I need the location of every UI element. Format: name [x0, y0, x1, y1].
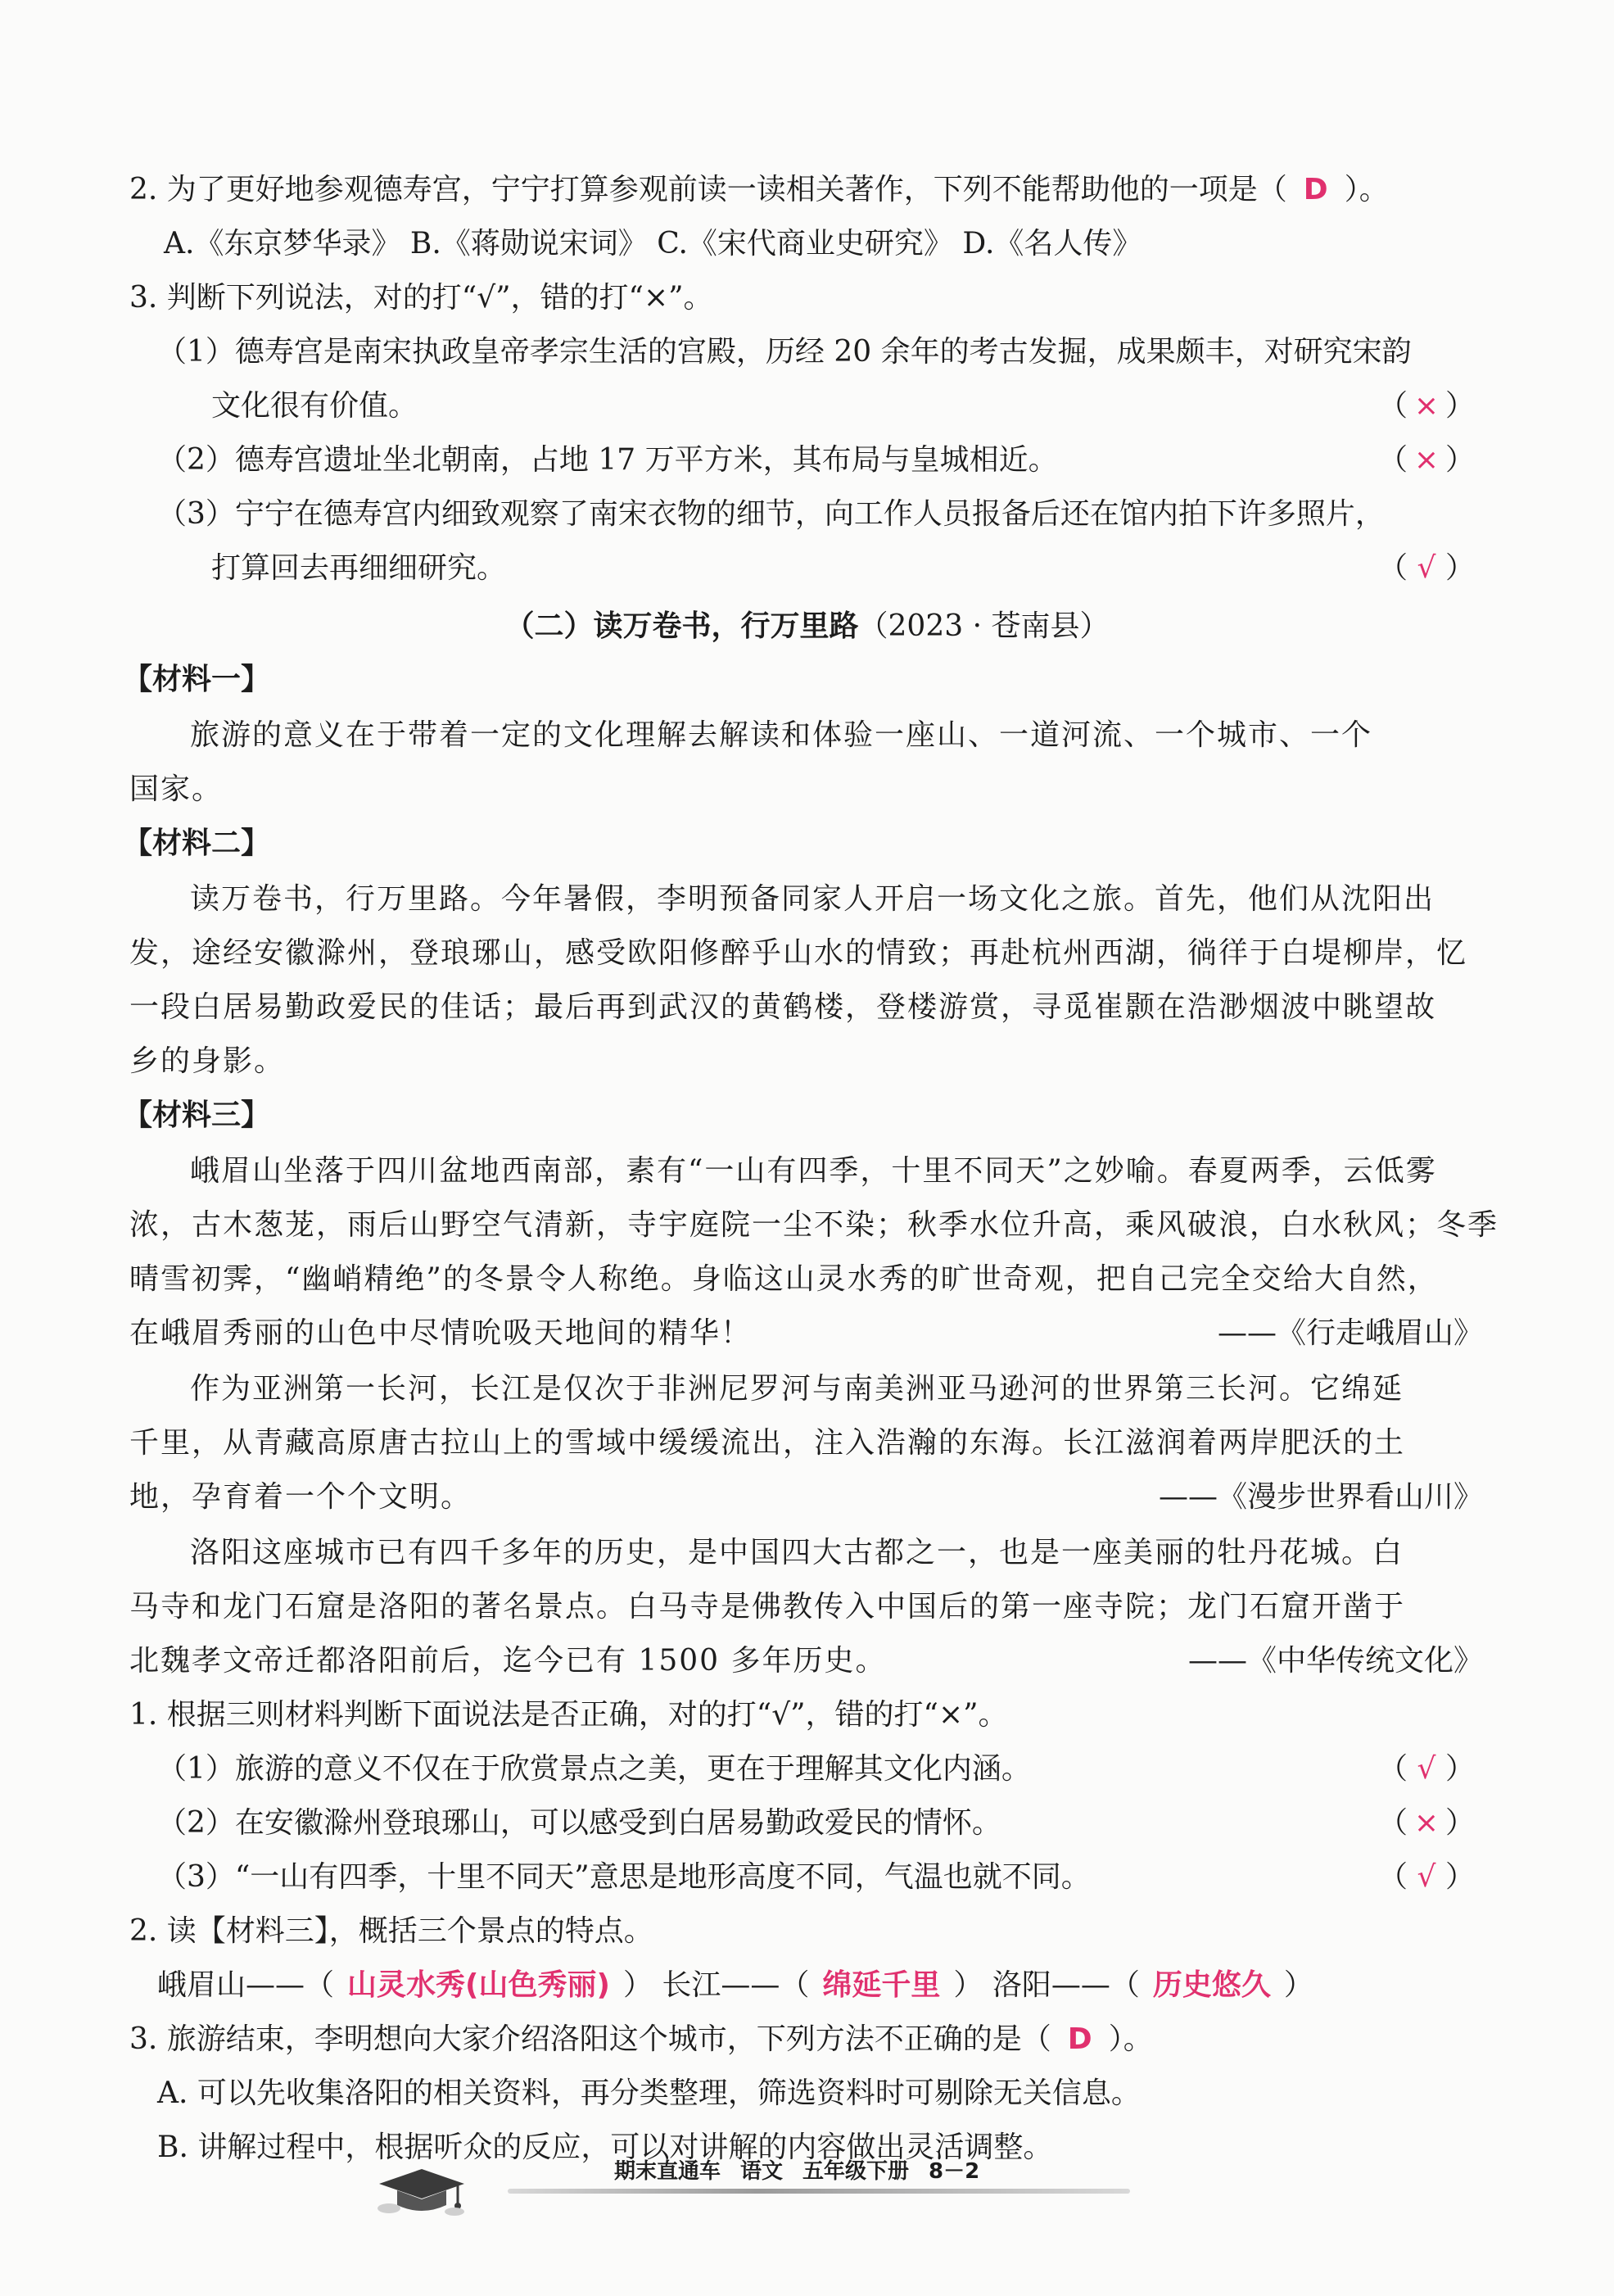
- q3-item3-line1: （3）宁宁在德寿宫内细致观察了南宋衣物的细节，向工作人员报备后还在馆内拍下许多照片，: [157, 497, 1385, 531]
- q2-answer: D: [1303, 173, 1328, 206]
- footer-series: 期末直通车: [614, 2159, 721, 2184]
- material2-line4: 乡的身影。: [129, 1044, 286, 1078]
- footer-subject: 语文: [740, 2159, 784, 2184]
- sq3-option-b: B. 讲解过程中，根据听众的反应，可以对讲解的内容做出灵活调整。: [157, 2131, 1053, 2164]
- footer: [614, 2157, 999, 2186]
- material1-line2: 国家。: [129, 772, 224, 806]
- sq2-close: ）: [1283, 1968, 1313, 2002]
- sq3-answer: D: [1067, 2022, 1092, 2056]
- q2-options: A.《东京梦华录》 B.《蒋勋说宋词》 C.《宋代商业史研究》 D.《名人传》: [164, 227, 1142, 260]
- sq2-answer1: 山灵水秀(山色秀丽): [347, 1968, 610, 2002]
- sq1-item3-mark: （ √ ）: [1378, 1858, 1475, 1897]
- material3-p1-source: ——《行走峨眉山》: [1217, 1316, 1483, 1350]
- sq2-place3: ） 洛阳——（: [953, 1968, 1140, 2002]
- material3-p1-line2: 浓，古木葱茏，雨后山野空气清新，寺宇庭院一尘不染；秋季水位升高，乘风破浪，白水秋风；冬季: [129, 1208, 1499, 1242]
- sq3-stem-text: 3. 旅游结束，李明想向大家介绍洛阳这个城市，下列方法不正确的是（: [129, 2022, 1051, 2056]
- q3-stem: 3. 判断下列说法，对的打“√”，错的打“×”。: [129, 281, 713, 315]
- section2-location: （2023 · 苍南县）: [858, 609, 1110, 643]
- sq1-item1: （1）旅游的意义不仅在于欣赏景点之美，更在于理解其文化内涵。: [157, 1752, 1031, 1786]
- q3-item2-mark: （ × ）: [1378, 441, 1475, 480]
- footer-page-number: 8－2: [929, 2159, 980, 2184]
- material3-p3-line1: 洛阳这座城市已有四千多年的历史，是中国四大古都之一，也是一座美丽的牡丹花城。白: [190, 1536, 1404, 1569]
- material3-p3-line3: 北魏孝文帝迁都洛阳前后，迄今已有 1500 多年历史。: [129, 1644, 887, 1678]
- material3-p2-line3: 地，孕育着一个个文明。: [129, 1480, 472, 1514]
- sq1-item1-mark: （ √ ）: [1378, 1750, 1475, 1789]
- sq2-answer3: 历史悠久: [1152, 1968, 1271, 2002]
- material3-p3-line2: 马寺和龙门石窟是洛阳的著名景点。白马寺是佛教传入中国后的第一座寺院；龙门石窟开凿于: [129, 1590, 1406, 1624]
- material2-line1: 读万卷书，行万里路。今年暑假，李明预备同家人开启一场文化之旅。首先，他们从沈阳出: [190, 882, 1435, 916]
- material3-p1-line3: 晴雪初霁，“幽峭精绝”的冬景令人称绝。身临这山灵水秀的旷世奇观，把自己完全交给大自然，: [129, 1262, 1439, 1296]
- sq3-close: ）。: [1108, 2022, 1153, 2056]
- sq1-item1-answer: √: [1417, 1752, 1436, 1786]
- sq1-stem: 1. 根据三则材料判断下面说法是否正确，对的打“√”，错的打“×”。: [129, 1698, 1008, 1732]
- q3-item3-mark: （ √ ）: [1378, 549, 1475, 588]
- sq3-option-a: A. 可以先收集洛阳的相关资料，再分类整理，筛选资料时可剔除无关信息。: [157, 2076, 1141, 2110]
- q3-item1-answer: ×: [1413, 389, 1440, 423]
- q3-item2-answer: ×: [1413, 443, 1440, 477]
- q3-item1-line2: 文化很有价值。: [211, 389, 418, 423]
- q2-stem: [129, 170, 1389, 210]
- sq2-place2: ） 长江——（: [622, 1968, 810, 2002]
- material1-label: 【材料一】: [123, 663, 271, 696]
- sq2-answer2: 绵延千里: [822, 1968, 941, 2002]
- material3-p1-line1: 峨眉山坐落于四川盆地西南部，素有“一山有四季，十里不同天”之妙喻。春夏两季，云低雾: [190, 1154, 1437, 1188]
- material3-p3-source: ——《中华传统文化》: [1187, 1644, 1483, 1678]
- sq2-place1: 峨眉山——（: [157, 1968, 335, 2002]
- q3-item2: （2）德寿宫遗址坐北朝南，占地 17 万平方米，其布局与皇城相近。: [157, 443, 1058, 477]
- material2-label: 【材料二】: [123, 826, 271, 860]
- sq1-item2-answer: ×: [1413, 1806, 1440, 1840]
- section2-title: （二）读万卷书，行万里路: [504, 609, 859, 643]
- q3-item1-mark: （ × ）: [1378, 387, 1475, 426]
- graduation-cap-icon: [373, 2162, 471, 2223]
- material2-line2: 发，途经安徽滁州，登琅琊山，感受欧阳修醉乎山水的情致；再赴杭州西湖，徜徉于白堤柳岸，忆: [129, 936, 1468, 970]
- material3-p2-line1: 作为亚洲第一长河，长江是仅次于非洲尼罗河与南美洲亚马逊河的世界第三长河。它绵延: [190, 1372, 1404, 1406]
- sq1-item3: （3）“一山有四季，十里不同天”意思是地形高度不同，气温也就不同。: [157, 1860, 1091, 1894]
- material3-p1-line4: 在峨眉秀丽的山色中尽情吮吸天地间的精华！: [129, 1316, 753, 1350]
- sq1-item3-answer: √: [1417, 1860, 1436, 1894]
- material3-p2-line2: 千里，从青藏高原唐古拉山上的雪域中缓缓流出，注入浩瀚的东海。长江滋润着两岸肥沃的土: [129, 1426, 1406, 1460]
- material3-label: 【材料三】: [123, 1098, 271, 1132]
- q3-item1-line1: （1）德寿宫是南宋执政皇帝孝宗生活的宫殿，历经 20 余年的考古发掘，成果颇丰，对研究宋韵: [157, 335, 1412, 369]
- q3-item3-answer: √: [1417, 551, 1436, 585]
- sq1-item2: （2）在安徽滁州登琅琊山，可以感受到白居易勤政爱民的情怀。: [157, 1806, 1001, 1840]
- material3-p2-source: ——《漫步世界看山川》: [1158, 1480, 1483, 1514]
- material1-line1: 旅游的意义在于带着一定的文化理解去解读和体验一座山、一道河流、一个城市、一个: [190, 718, 1373, 752]
- sq3-stem: [129, 2020, 1153, 2059]
- sq2-answers-row: [157, 1966, 1313, 2005]
- q2-close: ）。: [1344, 173, 1389, 206]
- material2-line3: 一段白居易勤政爱民的佳话；最后再到武汉的黄鹤楼，登楼游赏，寻觅崔颢在浩渺烟波中眺望故: [129, 990, 1437, 1024]
- footer-grade: 五年级下册: [802, 2159, 910, 2184]
- sq1-item2-mark: （ × ）: [1378, 1804, 1475, 1843]
- sq2-stem: 2. 读【材料三】，概括三个景点的特点。: [129, 1914, 653, 1948]
- section2-heading: [0, 606, 1614, 646]
- footer-divider: [508, 2189, 1130, 2194]
- q3-item3-line2: 打算回去再细细研究。: [211, 551, 507, 585]
- q2-stem-text: 2. 为了更好地参观德寿宫，宁宁打算参观前读一读相关著作，下列不能帮助他的一项是（: [129, 173, 1287, 206]
